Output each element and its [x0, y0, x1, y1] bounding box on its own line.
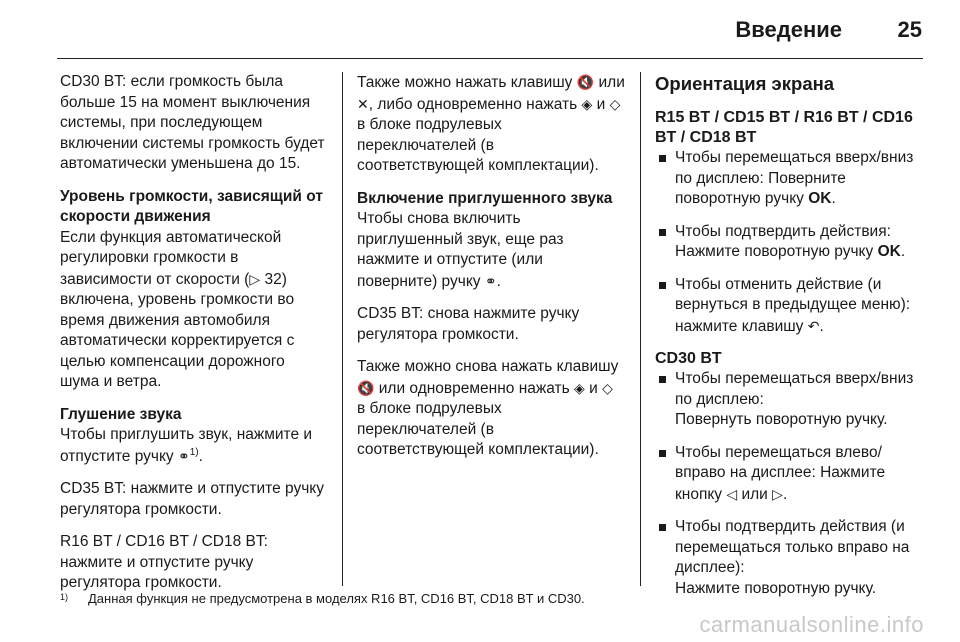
footnote-ref: 1): [189, 446, 199, 458]
ok-label: OK: [808, 190, 832, 207]
volume-up-icon: ◈: [581, 95, 593, 112]
text: в блоке подрулевых переключателей (в соответствующей комплектации).: [357, 400, 599, 458]
header-rule: [57, 58, 923, 59]
arrow-ref-icon: ▷: [249, 270, 261, 287]
list-item: [655, 443, 930, 506]
section-heading: Уровень громкости, зависящий от скорости движения: [60, 187, 323, 225]
speaker-mute-icon: 🔇: [357, 379, 375, 396]
footnote: [60, 590, 585, 608]
volume-down-icon: ◇: [602, 379, 613, 396]
bullet-icon: [659, 524, 666, 531]
list-text: Чтобы перемещаться вверх/вниз по дисплею: Поверните поворотную ручку: [675, 149, 914, 207]
section-heading: Глушение звука: [60, 405, 182, 423]
list-item: [655, 275, 930, 338]
watermark: carmanualsonline.info: [699, 612, 924, 637]
list-text: или: [741, 485, 768, 503]
list-item: [655, 369, 930, 431]
bullet-icon: [659, 229, 666, 236]
footnote-text: Данная функция не предусмотрена в моделях R16 BT, CD16 BT, CD18 BT и CD30.: [88, 591, 585, 606]
knob-icon: ⚭: [484, 272, 497, 289]
text: Также можно нажать клавишу: [357, 74, 573, 91]
page-ref: 32: [264, 270, 282, 288]
section-title: Ориентация экрана: [655, 73, 835, 94]
column-3: [655, 72, 930, 611]
section-heading: Включение приглушенного звука: [357, 189, 613, 207]
volume-down-icon: ◇: [609, 95, 621, 112]
period: .: [198, 447, 203, 465]
list-text: Повернуть поворотную ручку.: [675, 411, 888, 428]
period: .: [900, 243, 906, 260]
unmute-section: [357, 189, 625, 293]
column-1: [60, 72, 328, 606]
models-heading: R15 BT / CD15 BT / R16 BT / CD16 BT / CD18 BT: [655, 109, 913, 146]
footnote-mark: 1): [60, 592, 69, 602]
text: Также можно снова нажать клавишу: [357, 358, 619, 375]
text: и: [589, 379, 598, 397]
list-text: Чтобы перемещаться вверх/вниз по дисплею:: [675, 370, 914, 408]
text: Чтобы снова включить приглушенный звук, еще раз нажмите и отпустите (или поверните) ручку: [357, 210, 564, 290]
text: и: [596, 95, 606, 113]
list-item: [655, 222, 930, 263]
paragraph: [357, 357, 625, 461]
paragraph: [357, 72, 625, 177]
list-text: Чтобы подтвердить действия: Нажмите поворотную ручку: [675, 222, 891, 260]
period: .: [819, 317, 824, 335]
speed-volume-section: [60, 187, 328, 393]
list-item: [655, 517, 930, 599]
column-divider-2: [640, 72, 641, 586]
page-number: 25: [897, 17, 922, 42]
bullet-icon: [659, 376, 666, 383]
paragraph: CD35 BT: нажмите и отпустите ручку регулятора громкости.: [60, 480, 324, 518]
text: или одновременно нажать: [378, 379, 570, 397]
list-text: Чтобы отменить действие (и вернуться в предыдущее меню): нажмите клавишу: [675, 275, 911, 335]
section-title: Введение: [735, 17, 842, 42]
bullet-icon: [659, 282, 666, 289]
bullet-icon: [659, 155, 666, 162]
bullet-icon: [659, 450, 666, 457]
text: в блоке подрулевых переключателей (в соответствующей комплектации).: [357, 116, 599, 174]
paragraph: CD30 BT: если громкость была больше 15 на момент выключения системы, при последующем включении системы громкость будет автоматически уменьшена до 15.: [60, 73, 325, 172]
phone-hangup-icon: ✕: [357, 95, 369, 112]
period: .: [782, 485, 788, 503]
mute-section: [60, 405, 328, 468]
volume-up-icon: ◈: [574, 379, 585, 396]
list-item: [655, 148, 930, 210]
text: , либо одновременно нажать: [368, 95, 578, 113]
period: .: [831, 190, 836, 207]
paragraph-text: ) включена, уровень громкости во время движения автомобиля автоматически корректируется с целью компенсации дорожного шума и ветра.: [60, 270, 295, 390]
back-arrow-icon: ↶: [807, 317, 820, 334]
speaker-mute-icon: 🔇: [576, 74, 595, 90]
list-text: Чтобы подтвердить действия (и перемещаться только вправо на дисплее):: [675, 518, 910, 576]
paragraph: CD35 BT: снова нажмите ручку регулятора громкости.: [357, 305, 580, 343]
list-text: Нажмите поворотную ручку.: [675, 579, 877, 597]
paragraph-text: Чтобы приглушить звук, нажмите и отпустите ручку: [60, 426, 313, 465]
list-text: Чтобы перемещаться влево/вправо на дисплее: Нажмите кнопку: [675, 443, 886, 503]
ok-label: OK: [877, 243, 901, 260]
period: .: [496, 272, 501, 290]
paragraph: R16 BT / CD16 BT / CD18 BT: нажмите и отпустите ручку регулятора громкости.: [60, 533, 268, 591]
text: или: [598, 74, 625, 91]
bullet-list: [655, 148, 930, 337]
paragraph-text: Если функция автоматической регулировки громкости в зависимости от скорости (: [60, 228, 282, 288]
bullet-list: [655, 369, 930, 599]
cd30-heading: CD30 BT: [655, 350, 722, 367]
left-triangle-icon: ◁: [726, 485, 738, 502]
column-divider-1: [342, 72, 343, 586]
knob-icon: ⚭: [178, 447, 190, 464]
column-2: [357, 72, 625, 473]
page-header: [0, 0, 960, 60]
right-triangle-icon: ▷: [772, 485, 783, 502]
